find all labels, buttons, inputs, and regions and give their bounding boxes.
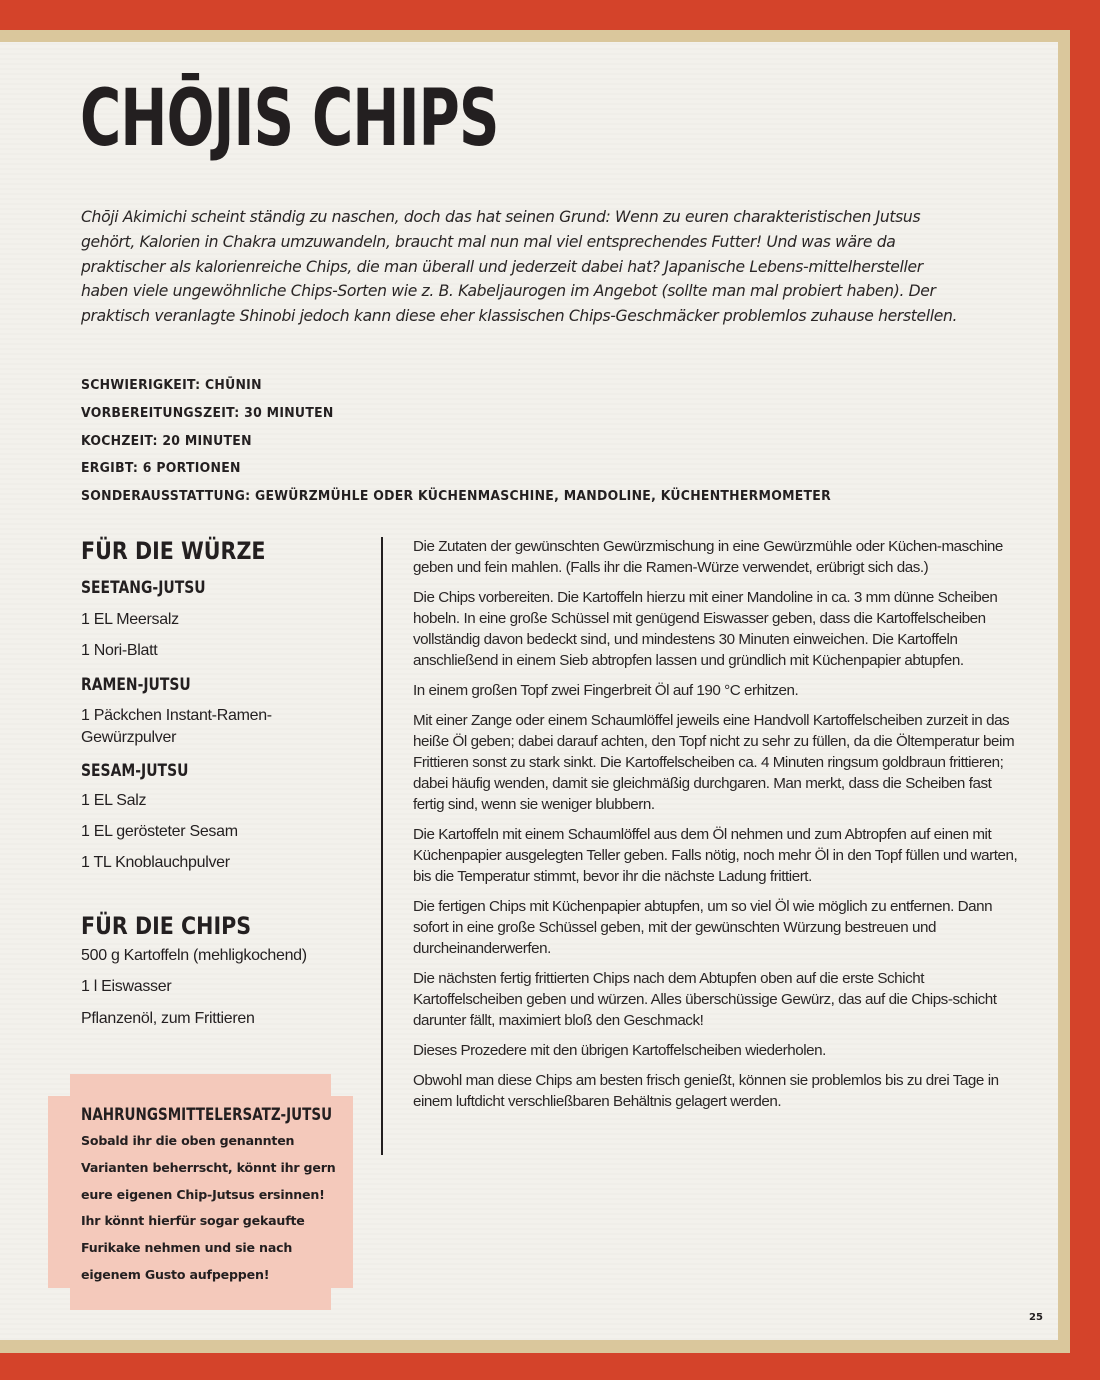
ingredient: Pflanzenöl, zum Frittieren [81, 1010, 255, 1027]
ingredient: 1 EL Salz [81, 792, 147, 809]
step: In einem großen Topf zwei Fingerbreit Öl auf 190 °C erhitzen. [413, 682, 799, 699]
ingredient: 1 Nori-Blatt [81, 642, 158, 659]
group-heading: SESAM-JUTSU [81, 761, 189, 781]
meta-prep-time: VORBEREITUNGSZEIT: 30 MINUTEN [81, 405, 334, 421]
chips-heading: FÜR DIE CHIPS [81, 912, 252, 940]
ingredient: 1 TL Knoblauchpulver [81, 854, 230, 871]
column-divider [381, 537, 383, 1155]
step: Mit einer Zange oder einem Schaumlöffel jeweils eine Handvoll Kartoffelscheiben zurzeit in das heiße Öl geben; dabei darauf achten, den Topf nicht zu sehr zu füllen, da die Öltemperatur beim Frittieren sonst zu stark sinkt. Die Kartoffelscheiben ca. 4 Minuten ringsum goldbraun frittieren; dabei häufig wenden, damit sie gleichmäßig durchgaren. Man merkt, dass die Scheiben fast fertig sind, wenn sie weniger blubbern. [413, 712, 1015, 813]
step: Die Zutaten der gewünschten Gewürzmischung in eine Gewürzmühle oder Küchen-maschine geben und fein mahlen. (Falls ihr die Ramen-Würze verwendet, erübrigt sich das.) [413, 538, 1003, 576]
meta-servings: ERGIBT: 6 PORTIONEN [81, 461, 241, 477]
recipe-title: CHŌJIS CHIPS [80, 74, 499, 164]
step: Die nächsten fertig frittierten Chips nach dem Abtupfen oben auf die erste Schicht Kartoffelscheiben geben und würzen. Alles überschüssige Gewürz, das auf die Chips-schicht darunter fällt, maximiert bloß den Geschmack! [413, 970, 997, 1029]
group-heading: RAMEN-JUTSU [81, 675, 191, 695]
callout-body: Sobald ihr die oben genannten Varianten beherrscht, könnt ihr gern eure eigenen Chip-Jutsus ersinnen! Ihr könnt hierfür sogar gekaufte Furikake nehmen und sie nach eigenem Gusto aufpeppen! [81, 1133, 336, 1282]
page-number: 25 [1029, 1312, 1043, 1323]
recipe-meta [81, 376, 887, 515]
ingredient: 1 l Eiswasser [81, 978, 172, 995]
wuerze-heading: FÜR DIE WÜRZE [81, 537, 266, 565]
step: Die fertigen Chips mit Küchenpapier abtupfen, um so viel Öl wie möglich zu entfernen. Dann sofort in eine große Schüssel geben, mit der gewünschten Würzung bestreuen und durcheinanderwerfen. [413, 898, 993, 957]
meta-equipment: SONDERAUSSTATTUNG: GEWÜRZMÜHLE ODER KÜCHENMASCHINE, MANDOLINE, KÜCHENTHERMOMETER [81, 489, 831, 505]
step: Die Kartoffeln mit einem Schaumlöffel aus dem Öl nehmen und zum Abtropfen auf einen mit Küchenpapier ausgelegten Teller geben. Falls nötig, noch mehr Öl in den Topf füllen und warten, bis die Temperatur stimmt, bevor ihr die nächste Ladung frittiert. [413, 826, 1018, 885]
step: Dieses Prozedere mit den übrigen Kartoffelscheiben wiederholen. [413, 1042, 826, 1059]
recipe-intro: Chōji Akimichi scheint ständig zu naschen, doch das hat seinen Grund: Wenn zu euren charakteristischen Jutsus gehört, Kalorien in Chakra umzuwandeln, braucht mal nun mal viel entsprechendes Futter! Und was wäre da praktischer als kalorienreiche Chips, die man überall und jederzeit dabei hat? Japanische Lebens-mittelhersteller haben viele ungewöhnliche Chips-Sorten wie z. B. Kabeljaurogen im Angebot (sollte man mal probiert haben). Der praktisch veranlagte Shinobi jedoch kann diese eher klassischen Chips-Geschmäcker problemlos zuhause herstellen. [81, 208, 958, 326]
step: Obwohl man diese Chips am besten frisch genießt, können sie problemlos bis zu drei Tage in einem luftdicht verschließbaren Behältnis gelagert werden. [413, 1072, 999, 1110]
meta-cook-time: KOCHZEIT: 20 MINUTEN [81, 433, 252, 449]
ingredient: 1 Päckchen Instant-Ramen-Gewürzpulver [81, 707, 272, 746]
step: Die Chips vorbereiten. Die Kartoffeln hierzu mit einer Mandoline in ca. 3 mm dünne Scheiben hobeln. In eine große Schüssel mit genügend Eiswasser geben, dass die Kartoffelscheiben vollständig davon bedeckt sind, und mindestens 30 Minuten einweichen. Die Kartoffeln anschließend in einem Sieb abtropfen lassen und gründlich mit Küchenpapier abtupfen. [413, 589, 998, 669]
ingredient: 1 EL gerösteter Sesam [81, 823, 238, 840]
callout-title: NAHRUNGSMITTELERSATZ-JUTSU [81, 1105, 333, 1124]
group-heading: SEETANG-JUTSU [81, 578, 206, 598]
ingredients-column [81, 535, 371, 1030]
meta-difficulty: SCHWIERIGKEIT: CHŪNIN [81, 378, 262, 393]
instructions-column [413, 536, 1023, 1121]
ingredient: 1 EL Meersalz [81, 611, 179, 628]
tip-callout [81, 1102, 343, 1289]
ingredient: 500 g Kartoffeln (mehligkochend) [81, 947, 307, 964]
